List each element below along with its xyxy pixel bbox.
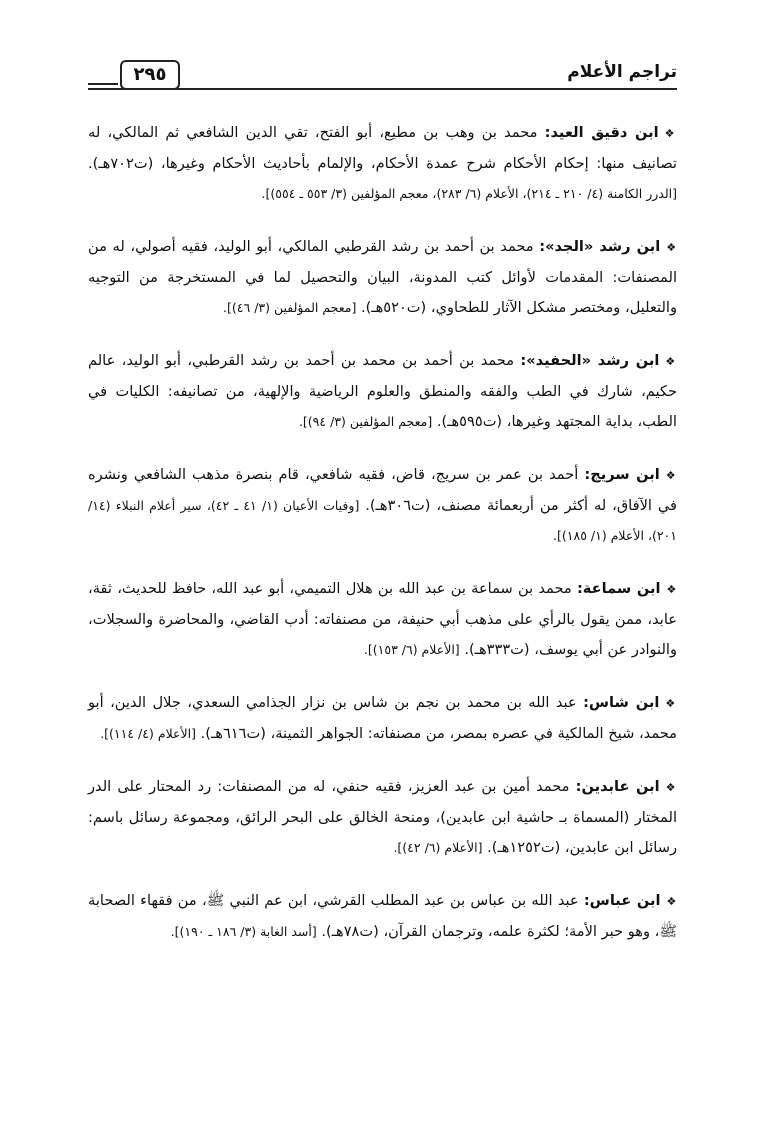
- page-number: ٢٩٥: [120, 60, 180, 90]
- entry-reference: [الأعلام (٤/ ١١٤)].: [100, 726, 196, 741]
- entry-body: عبد الله بن عباس بن عبد المطلب القرشي، ابن عم النبي ﷺ، من فقهاء الصحابة ﷺ، وهو حبر الأمة؛ لكثرة علمه، وترجمان القرآن، (ت٧٨هـ).: [88, 892, 677, 940]
- biography-entry: [88, 574, 677, 665]
- entry-name: ابن سريج:: [584, 466, 660, 483]
- bullet-icon: ❖: [665, 355, 678, 368]
- entry-reference: [أسد الغابة (٣/ ١٨٦ ـ ١٩٠)].: [170, 924, 317, 939]
- entry-name: ابن شاس:: [583, 694, 660, 711]
- page-header: [88, 60, 677, 92]
- entry-name: ابن دقيق العيد:: [544, 124, 659, 141]
- header-rule-short: [88, 83, 118, 85]
- bullet-icon: ❖: [665, 697, 677, 710]
- bullet-icon: ❖: [665, 781, 677, 794]
- bullet-icon: ❖: [666, 241, 678, 254]
- entry-reference: [الأعلام (٦/ ١٥٣)].: [363, 642, 460, 657]
- entry-name: ابن رشد «الجد»:: [539, 238, 661, 255]
- biography-entry: [88, 772, 677, 863]
- entry-name: ابن عباس:: [583, 892, 661, 909]
- entry-body: محمد بن أحمد بن محمد بن أحمد بن رشد القرطبي، أبو الوليد، عالم حكيم، شارك في الطب والفقه والمنطق والعلوم الرياضية والإلهية، من تصانيفه: الكليات في الطب، بداية المجتهد وغيرها، (ت٥٩٥هـ).: [88, 352, 677, 430]
- entry-reference: [معجم المؤلفين (٣/ ٩٤)].: [298, 414, 433, 429]
- biography-entry: [88, 688, 677, 749]
- entry-body: عبد الله بن محمد بن نجم بن شاس بن نزار الجذامي السعدي، جلال الدين، أبو محمد، شيخ المالكية في عصره بمصر، من مصنفاته: الجواهر الثمينة، (ت٦١٦هـ).: [88, 694, 677, 742]
- entry-body: أحمد بن عمر بن سريج، قاض، فقيه شافعي، قام بنصرة مذهب الشافعي ونشره في الآفاق، له أكثر من أربعمائة مصنف، (ت٣٠٦هـ).: [88, 466, 678, 514]
- biography-entry: [88, 118, 677, 209]
- entry-name: ابن عابدين:: [575, 778, 660, 795]
- entry-body: محمد أمين بن عبد العزيز، فقيه حنفي، له من المصنفات: رد المحتار على الدر المختار (المسماة بـ حاشية ابن عابدين)، ومنحة الخالق على البحر الرائق، ومجموعة رسائل باسم: رسائل ابن عابدين، (ت١٢٥٢هـ).: [88, 778, 677, 856]
- bullet-icon: ❖: [664, 127, 678, 140]
- bullet-icon: ❖: [666, 583, 677, 596]
- biography-entry: [88, 886, 677, 947]
- section-title: تراجم الأعلام: [559, 60, 677, 84]
- entry-body: محمد بن وهب بن مطيع، أبو الفتح، تقي الدين الشافعي ثم المالكي، له تصانيف منها: إحكام الأحكام شرح عمدة الأحكام، والإلمام بأحاديث الأحكام وغيرها، (ت٧٠٢هـ).: [88, 124, 677, 172]
- entry-name: ابن سماعة:: [576, 580, 661, 597]
- entry-reference: [الدرر الكامنة (٤/ ٢١٠ ـ ٢١٤)، الأعلام (٦/ ٢٨٣)، معجم المؤلفين (٣/ ٥٥٣ ـ ٥٥٤)].: [261, 186, 677, 201]
- bullet-icon: ❖: [665, 469, 677, 482]
- entry-reference: [الأعلام (٦/ ٤٢)].: [393, 840, 483, 855]
- entry-body: محمد بن سماعة بن عبد الله بن هلال التميمي، أبو عبد الله، حافظ للحديث، ثقة، عابد، ممن يقول بالرأي على مذهب أبي حنيفة، من مصنفاته: أدب القاضي، والمحاضرة والسجلات، والنوادر عن أبي يوسف، (ت٣٣٣هـ).: [88, 580, 677, 658]
- entry-name: ابن رشد «الحفيد»:: [520, 352, 660, 369]
- entry-reference: [معجم المؤلفين (٣/ ٤٦)].: [223, 300, 357, 315]
- bullet-icon: ❖: [666, 895, 677, 908]
- entry-body: محمد بن أحمد بن رشد القرطبي المالكي، أبو الوليد، فقيه أصولي، له من المصنفات: المقدمات لأوائل كتب المدونة، البيان والتحصيل لما في المستخرجة من التوجيه والتعليل، ومختصر مشكل الآثار للطحاوي، (ت٥٢٠هـ).: [88, 238, 677, 316]
- entry-reference: [وفيات الأعيان (١/ ٤١ ـ ٤٢)، سير أعلام النبلاء (١٤/ ٢٠١)، الأعلام (١/ ١٨٥)].: [88, 498, 677, 543]
- biography-entry: [88, 460, 677, 551]
- biography-entry: [88, 346, 677, 437]
- biography-list: [88, 118, 677, 970]
- biography-entry: [88, 232, 677, 323]
